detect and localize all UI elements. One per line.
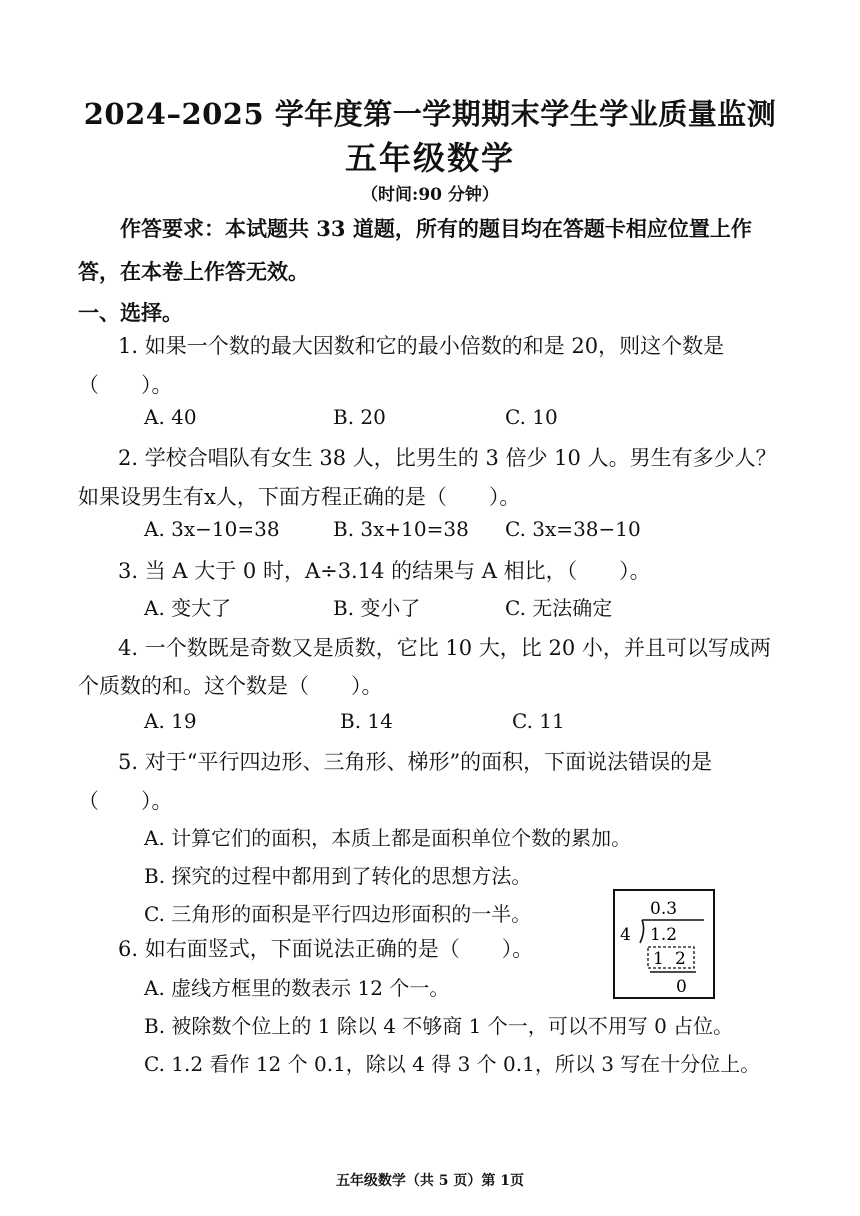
division-quotient: 0.3 <box>650 899 678 919</box>
division-bracket <box>640 920 644 943</box>
question-4-line-1: 4. 一个数既是奇数又是质数，它比 10 大，比 20 小，并且可以写成两 <box>118 636 771 660</box>
question-1-line-1: 1. 如果一个数的最大因数和它的最小倍数的和是 20，则这个数是 <box>118 334 725 358</box>
question-3-option-a: A. 变大了 <box>144 596 232 620</box>
question-2-option-b: B. 3x+10=38 <box>333 517 469 541</box>
question-5-option-a: A. 计算它们的面积，本质上都是面积单位个数的累加。 <box>144 826 632 850</box>
division-dividend: 1.2 <box>650 925 678 945</box>
question-6-line-1: 6. 如右面竖式，下面说法正确的是（ ）。 <box>118 937 534 961</box>
question-2-line-1: 2. 学校合唱队有女生 38 人，比男生的 3 倍少 10 人。男生有多少人？ <box>118 446 777 470</box>
question-2-option-c: C. 3x=38−10 <box>505 517 641 541</box>
time-limit: （时间:90 分钟） <box>361 185 499 205</box>
long-division-figure <box>612 888 716 1000</box>
question-6-option-b: B. 被除数个位上的 1 除以 4 不够商 1 个一，可以不用写 0 占位。 <box>144 1014 734 1038</box>
question-1-option-c: C. 10 <box>505 405 558 429</box>
product-digit-1: 1 <box>653 949 664 969</box>
question-4-option-c: C. 11 <box>512 709 565 733</box>
question-5-option-b: B. 探究的过程中都用到了转化的思想方法。 <box>144 864 532 888</box>
instructions-line-2: 答，在本卷上作答无效。 <box>78 259 309 284</box>
question-1-line-2: （ ）。 <box>78 373 173 397</box>
division-divisor: 4 <box>620 925 631 945</box>
question-5-line-2: （ ）。 <box>78 789 173 813</box>
exam-title: 2024–2025 学年度第一学期期末学生学业质量监测 <box>83 97 777 131</box>
question-4-option-b: B. 14 <box>340 709 393 733</box>
question-2-line-2: 如果设男生有x人，下面方程正确的是（ ）。 <box>78 485 521 509</box>
question-1-option-a: A. 40 <box>144 405 197 429</box>
question-3-line-1: 3. 当 A 大于 0 时，A÷3.14 的结果与 A 相比，（ ）。 <box>118 559 651 583</box>
page-footer: 五年级数学（共 5 页）第 1页 <box>335 1173 525 1189</box>
question-6-option-c: C. 1.2 看作 12 个 0.1，除以 4 得 3 个 0.1，所以 3 写在十分位上。 <box>144 1052 761 1076</box>
question-2-option-a: A. 3x−10=38 <box>144 517 280 541</box>
question-3-option-c: C. 无法确定 <box>505 596 613 620</box>
subject-title: 五年级数学 <box>344 139 515 177</box>
instructions-line-1: 作答要求：本试题共 33 道题，所有的题目均在答题卡相应位置上作 <box>120 216 752 241</box>
long-division-svg <box>612 888 716 1000</box>
section-heading: 一、选择。 <box>78 300 183 325</box>
question-6-option-a: A. 虚线方框里的数表示 12 个一。 <box>144 976 450 1000</box>
question-5-line-1: 5. 对于“平行四边形、三角形、梯形”的面积，下面说法错误的是 <box>118 750 713 774</box>
division-remainder: 0 <box>676 977 687 997</box>
question-1-option-b: B. 20 <box>333 405 386 429</box>
question-5-option-c: C. 三角形的面积是平行四边形面积的一半。 <box>144 902 532 926</box>
question-4-option-a: A. 19 <box>144 709 197 733</box>
question-4-line-2: 个质数的和。这个数是（ ）。 <box>78 674 383 698</box>
question-3-option-b: B. 变小了 <box>333 596 421 620</box>
product-digit-2: 2 <box>675 949 686 969</box>
